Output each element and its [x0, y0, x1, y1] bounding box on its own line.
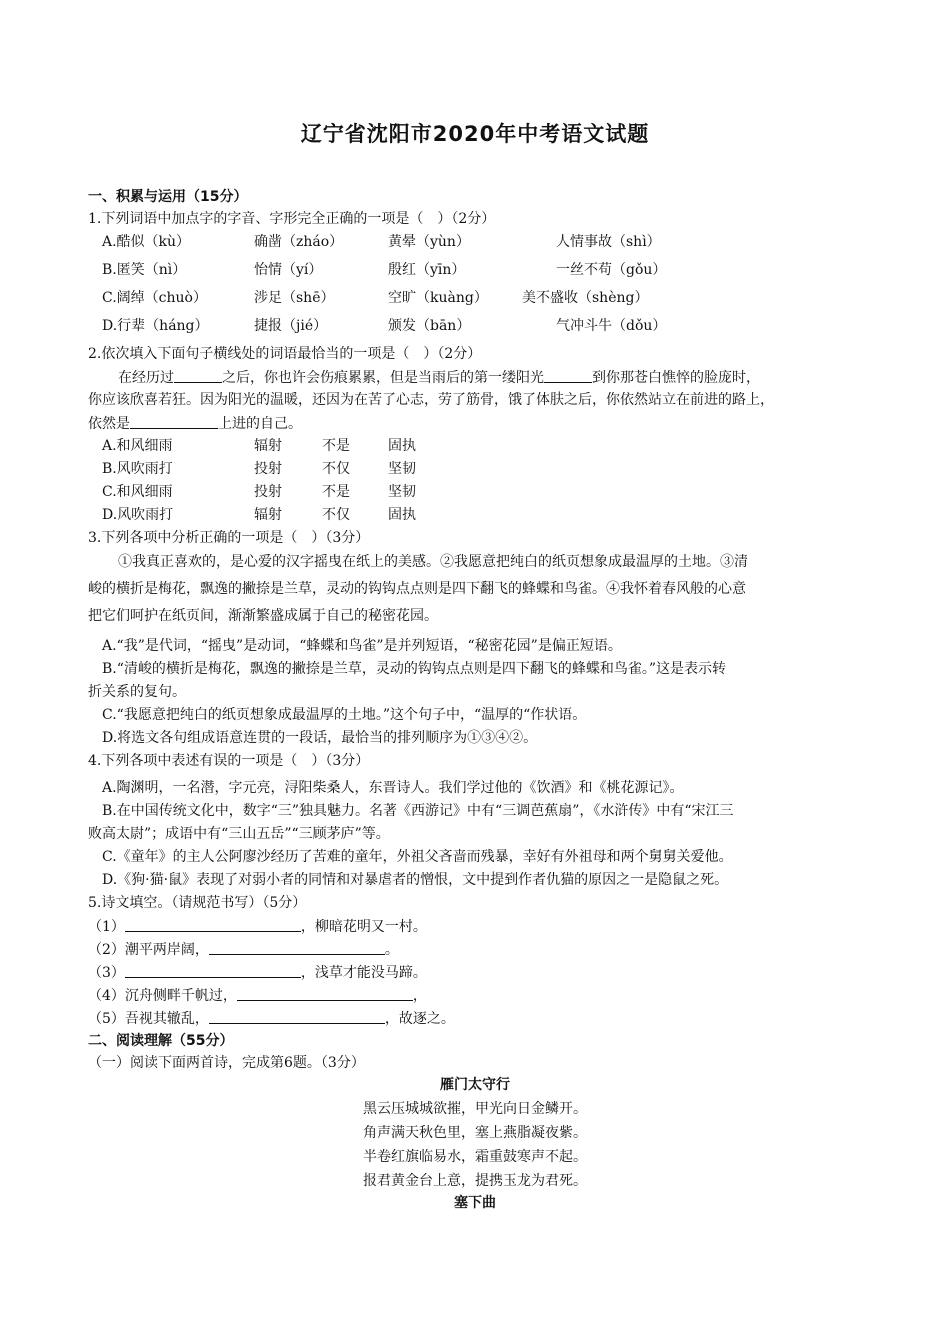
q4-option-b-line-1: B.在中国传统文化中，数字“三”独具魅力。名著《西游记》中有“三调芭蕉扇”，《水浒传》中有“宋江三: [102, 803, 734, 819]
q1-option-b-word1: B.匿笑（nì）: [102, 262, 187, 278]
poem-1-title: 雁门太守行: [440, 1077, 510, 1093]
line-text: ，柳暗花明又一村。: [300, 919, 427, 935]
question-2-stem: 2.依次填入下面句子横线处的词语最恰当的一项是（ ）（2分）: [88, 346, 482, 362]
line-text: ，浅草才能没马蹄。: [300, 965, 427, 981]
poem-1-line: 半卷红旗临易水，霜重鼓寒声不起。: [363, 1149, 587, 1165]
question-3-stem: 3.下列各项中分析正确的一项是（ ）（3分）: [88, 530, 370, 546]
question-3-passage-line-3: 把它们呵护在纸页间，渐渐繁盛成属于自己的秘密花园。: [88, 608, 438, 624]
poem-1-line: 角声满天秋色里，塞上燕脂凝夜紫。: [363, 1125, 587, 1141]
q3-option-d: D.将选文各句组成语意连贯的一段话，最恰当的排列顺序为①③④②。: [102, 730, 538, 746]
answer-blank[interactable]: [237, 985, 413, 1001]
question-1-stem: 1.下列词语中加点字的字音、字形完全正确的一项是（ ）（2分）: [88, 211, 496, 227]
q2-option-b-word4: 坚韧: [388, 461, 416, 477]
answer-blank[interactable]: [125, 916, 301, 932]
q2-option-b-word1: B.风吹雨打: [102, 461, 173, 477]
q1-option-a-word1: A.酷似（kù）: [102, 234, 191, 250]
q1-option-c-word3: 空旷（kuàng）: [388, 290, 488, 306]
poem-2-title: 塞下曲: [454, 1195, 496, 1211]
part-1-instruction: （一）阅读下面两首诗，完成第6题。（3分）: [88, 1055, 365, 1071]
q3-option-c: C.“我愿意把纯白的纸页想象成最温厚的土地。”这个句子中，“温厚的“作状语。: [102, 707, 587, 723]
answer-blank[interactable]: [209, 1008, 385, 1024]
q1-option-d-word1: D.行辈（háng）: [102, 318, 209, 334]
q2-option-d-word2: 辐射: [254, 507, 282, 523]
question-3-passage-line-1: ①我真正喜欢的，是心爱的汉字摇曳在纸上的美感。②我愿意把纯白的纸页想象成最温厚的土地。③清: [118, 554, 748, 570]
page-title: 辽宁省沈阳市2020年中考语文试题: [300, 122, 650, 146]
q5-line-3: [88, 962, 427, 983]
q1-option-d-word3: 颁发（bān）: [388, 318, 471, 334]
q1-option-b-word4: 一丝不苟（gǒu）: [556, 262, 667, 278]
poem-1-line: 黑云压城城欲摧，甲光向日金鳞开。: [363, 1101, 587, 1117]
section-heading-2: 二、阅读理解（55分）: [88, 1033, 234, 1049]
line-prefix: （2）潮平两岸阔，: [88, 942, 209, 958]
q1-option-a-word2: 确凿（zháo）: [254, 234, 344, 250]
q1-option-a-word3: 黄晕（yùn）: [388, 234, 470, 250]
question-2-passage-line-3: [88, 413, 302, 434]
passage-text: 之后，你也许会伤痕累累，但是当雨后的第一缕阳光: [222, 370, 544, 386]
line-prefix: （1）: [88, 919, 125, 935]
q2-option-a-word2: 辐射: [254, 438, 282, 454]
q4-option-b-line-2: 败高太尉”；成语中有“三山五岳”“三顾茅庐”等。: [88, 826, 390, 842]
q2-option-b-word3: 不仅: [322, 461, 350, 477]
q2-option-d-word3: 不仅: [322, 507, 350, 523]
q1-option-b-word3: 殷红（yīn）: [388, 262, 466, 278]
answer-blank-2[interactable]: [544, 367, 592, 383]
passage-text: 在经历过: [118, 370, 174, 386]
question-5-stem: 5.诗文填空。（请规范书写）（5分）: [88, 895, 307, 911]
answer-blank-3[interactable]: [130, 413, 218, 429]
line-prefix: （4）沉舟侧畔千帆过，: [88, 988, 237, 1004]
q2-option-a-word1: A.和风细雨: [102, 438, 173, 454]
question-3-passage-line-2: 峻的横折是梅花，飘逸的撇捺是兰草，灵动的钩钩点点则是四下翻飞的蜂蝶和鸟雀。④我怀着春风般的心意: [88, 581, 746, 597]
q2-option-a-word4: 固执: [388, 438, 416, 454]
passage-text: 依然是: [88, 416, 130, 432]
q1-option-c-word1: C.阔绰（chuò）: [102, 290, 207, 306]
q5-line-5: [88, 1008, 455, 1029]
q3-option-a: A.“我”是代词，“摇曳”是动词，“蜂蝶和鸟雀”是并列短语，“秘密花园”是偏正短语。: [102, 638, 622, 654]
passage-text: 到你那苍白憔悴的脸庞时，: [592, 370, 760, 386]
question-2-passage-line-2: 你应该欣喜若狂。因为阳光的温暖，还因为在苦了心志，劳了筋骨，饿了体肤之后，你依然站立在前进的路上，: [88, 392, 774, 408]
q3-option-b-line-1: B.“清峻的横折是梅花，飘逸的撇捺是兰草，灵动的钩钩点点则是四下翻飞的蜂蝶和鸟雀。”这是表示转: [102, 661, 727, 677]
answer-blank-1[interactable]: [174, 367, 222, 383]
line-prefix: （3）: [88, 965, 125, 981]
answer-blank[interactable]: [209, 939, 385, 955]
q5-line-4: [88, 985, 427, 1006]
poem-1-line: 报君黄金台上意，提携玉龙为君死。: [363, 1173, 587, 1189]
q1-option-c-word4: 美不盛收（shèng）: [522, 290, 649, 306]
q2-option-c-word4: 坚韧: [388, 484, 416, 500]
q1-option-d-word4: 气冲斗牛（dǒu）: [556, 318, 667, 334]
q3-option-b-line-2: 折关系的复句。: [88, 684, 186, 700]
line-text: ，: [412, 988, 427, 1004]
question-2-passage-line-1: [118, 367, 760, 388]
section-heading-1: 一、积累与运用（15分）: [88, 189, 248, 205]
q4-option-c: C.《童年》的主人公阿廖沙经历了苦难的童年，外祖父吝啬而残暴，幸好有外祖母和两个舅舅关爱他。: [102, 849, 733, 865]
q2-option-c-word1: C.和风细雨: [102, 484, 173, 500]
q1-option-c-word2: 涉足（shē）: [254, 290, 335, 306]
question-4-stem: 4.下列各项中表述有误的一项是（ ）（3分）: [88, 753, 370, 769]
q2-option-c-word2: 投射: [254, 484, 282, 500]
q1-option-d-word2: 捷报（jié）: [254, 318, 328, 334]
line-prefix: （5）吾视其辙乱，: [88, 1011, 209, 1027]
line-text: ，故逐之。: [384, 1011, 455, 1027]
q1-option-b-word2: 怡情（yí）: [254, 262, 323, 278]
passage-text: 上进的自己。: [218, 416, 302, 432]
q2-option-c-word3: 不是: [322, 484, 350, 500]
answer-blank[interactable]: [125, 962, 301, 978]
q4-option-d: D.《狗·猫·鼠》表现了对弱小者的同情和对暴虐者的憎恨，文中提到作者仇猫的原因之一是隐鼠之死。: [102, 872, 729, 888]
q5-line-2: [88, 939, 399, 960]
q2-option-d-word1: D.风吹雨打: [102, 507, 174, 523]
line-text: 。: [384, 942, 399, 958]
q2-option-b-word2: 投射: [254, 461, 282, 477]
q5-line-1: [88, 916, 427, 937]
q1-option-a-word4: 人情事故（shì）: [556, 234, 661, 250]
q2-option-d-word4: 固执: [388, 507, 416, 523]
q4-option-a: A.陶渊明，一名潜，字元亮，浔阳柴桑人，东晋诗人。我们学过他的《饮酒》和《桃花源记》。: [102, 780, 684, 796]
q2-option-a-word3: 不是: [322, 438, 350, 454]
